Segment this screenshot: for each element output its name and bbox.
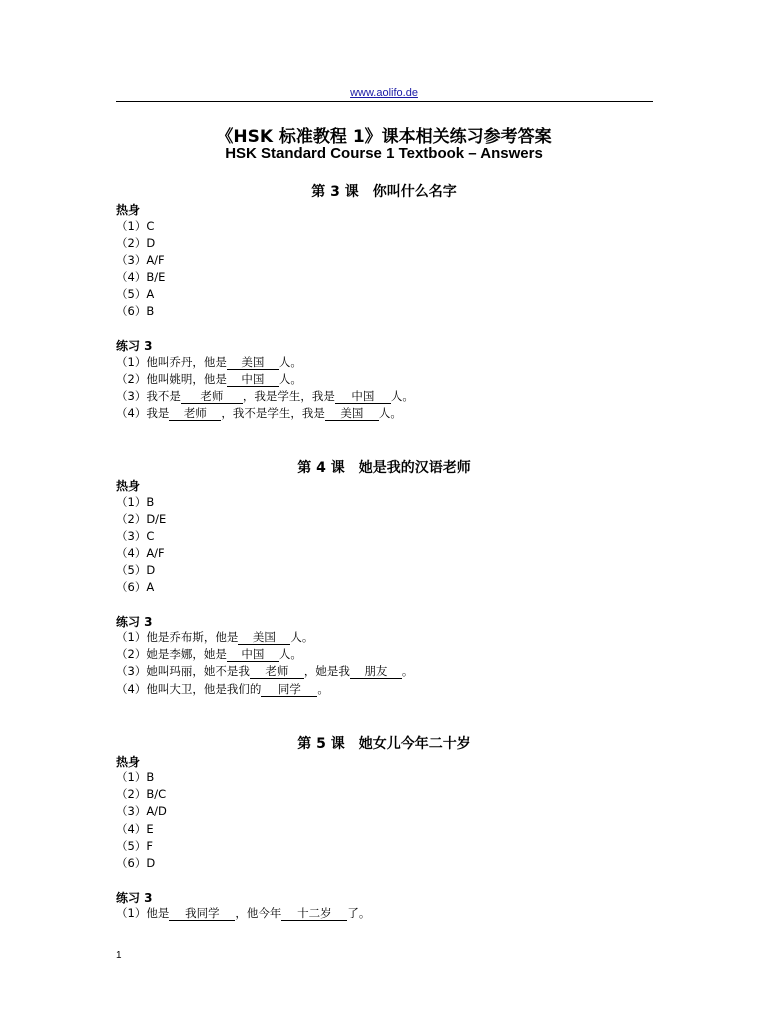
warmup-answer: （5）F [116, 839, 153, 853]
answer-blank: 十二岁 [281, 907, 347, 921]
warmup-answer: （4）B/E [116, 270, 166, 284]
item-number: （3） [116, 389, 147, 403]
warmup-answer: （5）D [116, 563, 156, 577]
answer-blank: 老师 [169, 407, 221, 421]
practice-answer [116, 405, 402, 421]
sentence-text: ，我不是学生，我是 [221, 406, 325, 420]
lesson-3-practice-label: 练习 3 [116, 339, 153, 353]
warmup-answer: （3）A/D [116, 804, 167, 818]
lesson-3-warmup-label: 热身 [116, 203, 141, 217]
header-divider [116, 101, 653, 102]
answer-blank: 同学 [261, 683, 317, 697]
sentence-text: 人。 [278, 355, 302, 369]
answer-blank: 美国 [325, 407, 379, 421]
answer-blank: 我同学 [169, 907, 235, 921]
document-title-en: HSK Standard Course 1 Textbook – Answers [225, 145, 543, 162]
answer-blank: 中国 [335, 390, 391, 404]
warmup-answer: （2）D/E [116, 512, 167, 526]
warmup-answer: （4）E [116, 822, 154, 836]
item-number: （1） [116, 355, 147, 369]
warmup-answer: （6）B [116, 304, 155, 318]
sentence-text: 了。 [347, 906, 371, 920]
site-link[interactable]: www.aolifo.de [350, 87, 418, 99]
answer-blank: 朋友 [350, 665, 402, 679]
sentence-text: 他是 [146, 906, 170, 920]
document-title-cn: 《HSK 标准教程 1》课本相关练习参考答案 [216, 127, 552, 147]
sentence-text: 我是 [146, 406, 170, 420]
warmup-answer: （2）B/C [116, 787, 167, 801]
lesson-5-title: 第 5 课 她女儿今年二十岁 [297, 736, 471, 752]
practice-answer [116, 388, 414, 404]
sentence-text: ，她是我 [303, 664, 350, 678]
item-number: （2） [116, 372, 147, 386]
practice-answer [116, 681, 329, 697]
lesson-4-title: 第 4 课 她是我的汉语老师 [297, 460, 471, 476]
answer-blank: 中国 [227, 373, 279, 387]
sentence-text: 人。 [278, 647, 302, 661]
lesson-3-title: 第 3 课 你叫什么名字 [311, 184, 457, 200]
item-number: （4） [116, 682, 147, 696]
sentence-text: ，他今年 [235, 906, 282, 920]
item-number: （1） [116, 630, 147, 644]
practice-answer [116, 371, 302, 387]
warmup-answer: （3）A/F [116, 253, 165, 267]
sentence-text: 她是李娜，她是 [146, 647, 227, 661]
sentence-text: 人。 [290, 630, 314, 644]
sentence-text: ，我是学生，我是 [242, 389, 335, 403]
lesson-4-practice-label: 练习 3 [116, 615, 153, 629]
sentence-text: 人。 [378, 406, 402, 420]
sentence-text: 他叫大卫，他是我们的 [146, 682, 262, 696]
practice-answer [116, 905, 370, 921]
sentence-text: 他叫乔丹，他是 [146, 355, 227, 369]
page-number: 1 [116, 950, 122, 961]
warmup-answer: （2）D [116, 236, 156, 250]
item-number: （4） [116, 406, 147, 420]
warmup-answer: （1）B [116, 495, 155, 509]
sentence-text: 。 [401, 664, 414, 678]
sentence-text: 。 [317, 682, 329, 696]
warmup-answer: （5）A [116, 287, 155, 301]
sentence-text: 人。 [278, 372, 302, 386]
answer-blank: 美国 [238, 631, 290, 645]
lesson-5-practice-label: 练习 3 [116, 891, 153, 905]
answer-blank: 老师 [181, 390, 243, 404]
item-number: （3） [116, 664, 147, 678]
warmup-answer: （6）A [116, 580, 155, 594]
answer-blank: 老师 [250, 665, 304, 679]
practice-answer [116, 354, 302, 370]
practice-answer [116, 663, 413, 679]
practice-answer [116, 629, 313, 645]
warmup-answer: （1）C [116, 219, 155, 233]
lesson-5-warmup-label: 热身 [116, 755, 141, 769]
item-number: （2） [116, 647, 147, 661]
warmup-answer: （1）B [116, 770, 155, 784]
sentence-text: 她叫玛丽，她不是我 [146, 664, 250, 678]
warmup-answer: （6）D [116, 856, 156, 870]
practice-answer [116, 646, 302, 662]
sentence-text: 人。 [390, 389, 414, 403]
answer-blank: 美国 [227, 356, 279, 370]
answer-blank: 中国 [227, 648, 279, 662]
item-number: （1） [116, 906, 147, 920]
warmup-answer: （4）A/F [116, 546, 165, 560]
warmup-answer: （3）C [116, 529, 155, 543]
sentence-text: 他是乔布斯，他是 [146, 630, 239, 644]
sentence-text: 他叫姚明，他是 [146, 372, 227, 386]
sentence-text: 我不是 [146, 389, 181, 403]
lesson-4-warmup-label: 热身 [116, 479, 141, 493]
